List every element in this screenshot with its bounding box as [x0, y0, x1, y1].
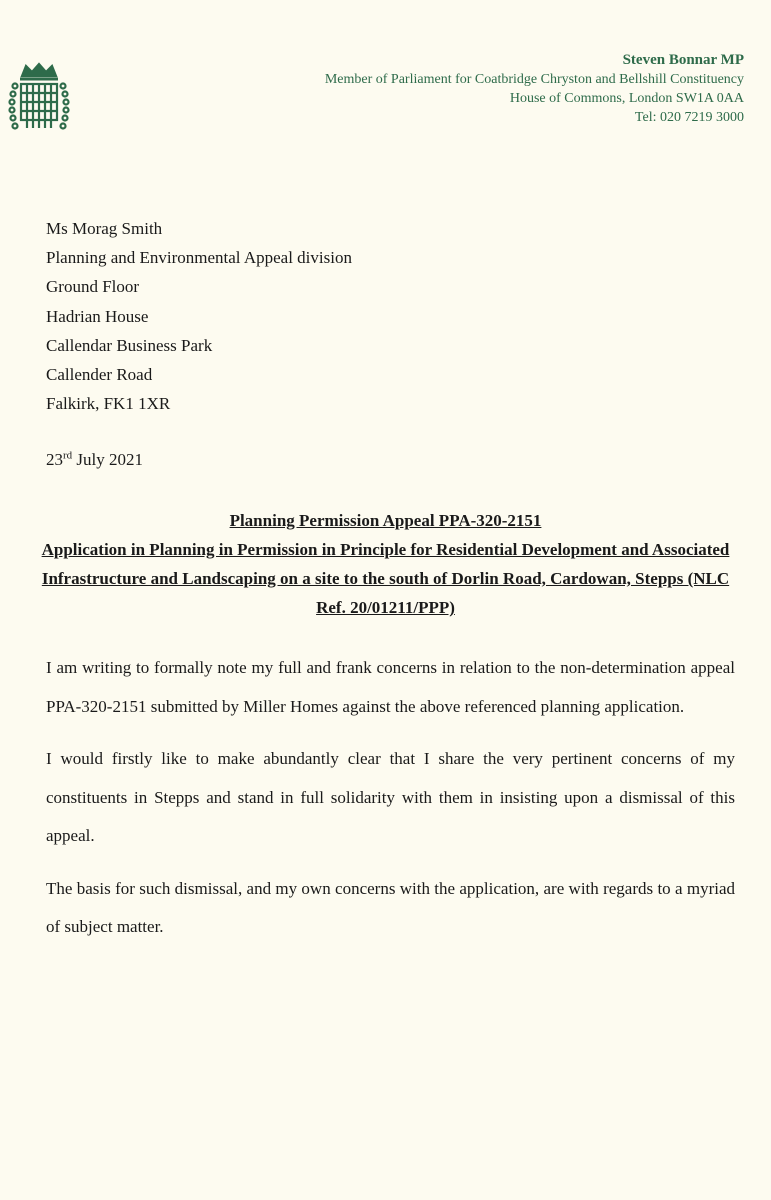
- address-line: Callendar Business Park: [46, 335, 213, 355]
- address-line: Callender Road: [46, 365, 153, 385]
- address-line: Ground Floor: [46, 277, 140, 297]
- mp-telephone: Tel: 020 7219 3000: [634, 110, 744, 125]
- mp-role: Member of Parliament for Coatbridge Chryston and Bellshill Constituency: [324, 72, 744, 87]
- body-paragraph: I would firstly like to make abundantly clear that I share the very pertinent concerns of my constituents in Stepps and stand in full solidarity with them in insisting upon a dismissal of this appeal.: [46, 749, 735, 845]
- subject-heading: [40, 506, 731, 622]
- address-line: Falkirk, FK1 1XR: [46, 394, 171, 414]
- body-paragraph: I am writing to formally note my full and frank concerns in relation to the non-determination appeal PPA-320-2151 submitted by Miller Homes against the above referenced planning application.: [46, 658, 735, 716]
- subject-line-2: Application in Planning in Permission in Principle for Residential Development and Associated Infrastructure and Landscaping on a site to the south of Dorlin Road, Cardowan, Stepps (NLC Ref. 20/01211/PPP): [41, 540, 730, 617]
- portcullis-logo-icon: [8, 62, 70, 134]
- letter-body: [46, 649, 735, 961]
- mp-name: Steven Bonnar MP: [622, 52, 744, 68]
- subject-line-1: Planning Permission Appeal PPA-320-2151: [229, 511, 542, 530]
- address-line: Hadrian House: [46, 306, 149, 326]
- address-line: Planning and Environmental Appeal division: [46, 248, 352, 268]
- letter-date: [46, 450, 143, 470]
- letterhead: [325, 50, 744, 127]
- recipient-address: [46, 214, 352, 418]
- date-day: 23: [46, 450, 63, 469]
- date-rest: July 2021: [72, 450, 144, 469]
- mp-address: House of Commons, London SW1A 0AA: [509, 91, 744, 106]
- date-suffix: rd: [63, 449, 73, 462]
- body-paragraph: The basis for such dismissal, and my own concerns with the application, are with regards to a myriad of subject matter.: [46, 878, 735, 936]
- address-line: Ms Morag Smith: [46, 219, 163, 238]
